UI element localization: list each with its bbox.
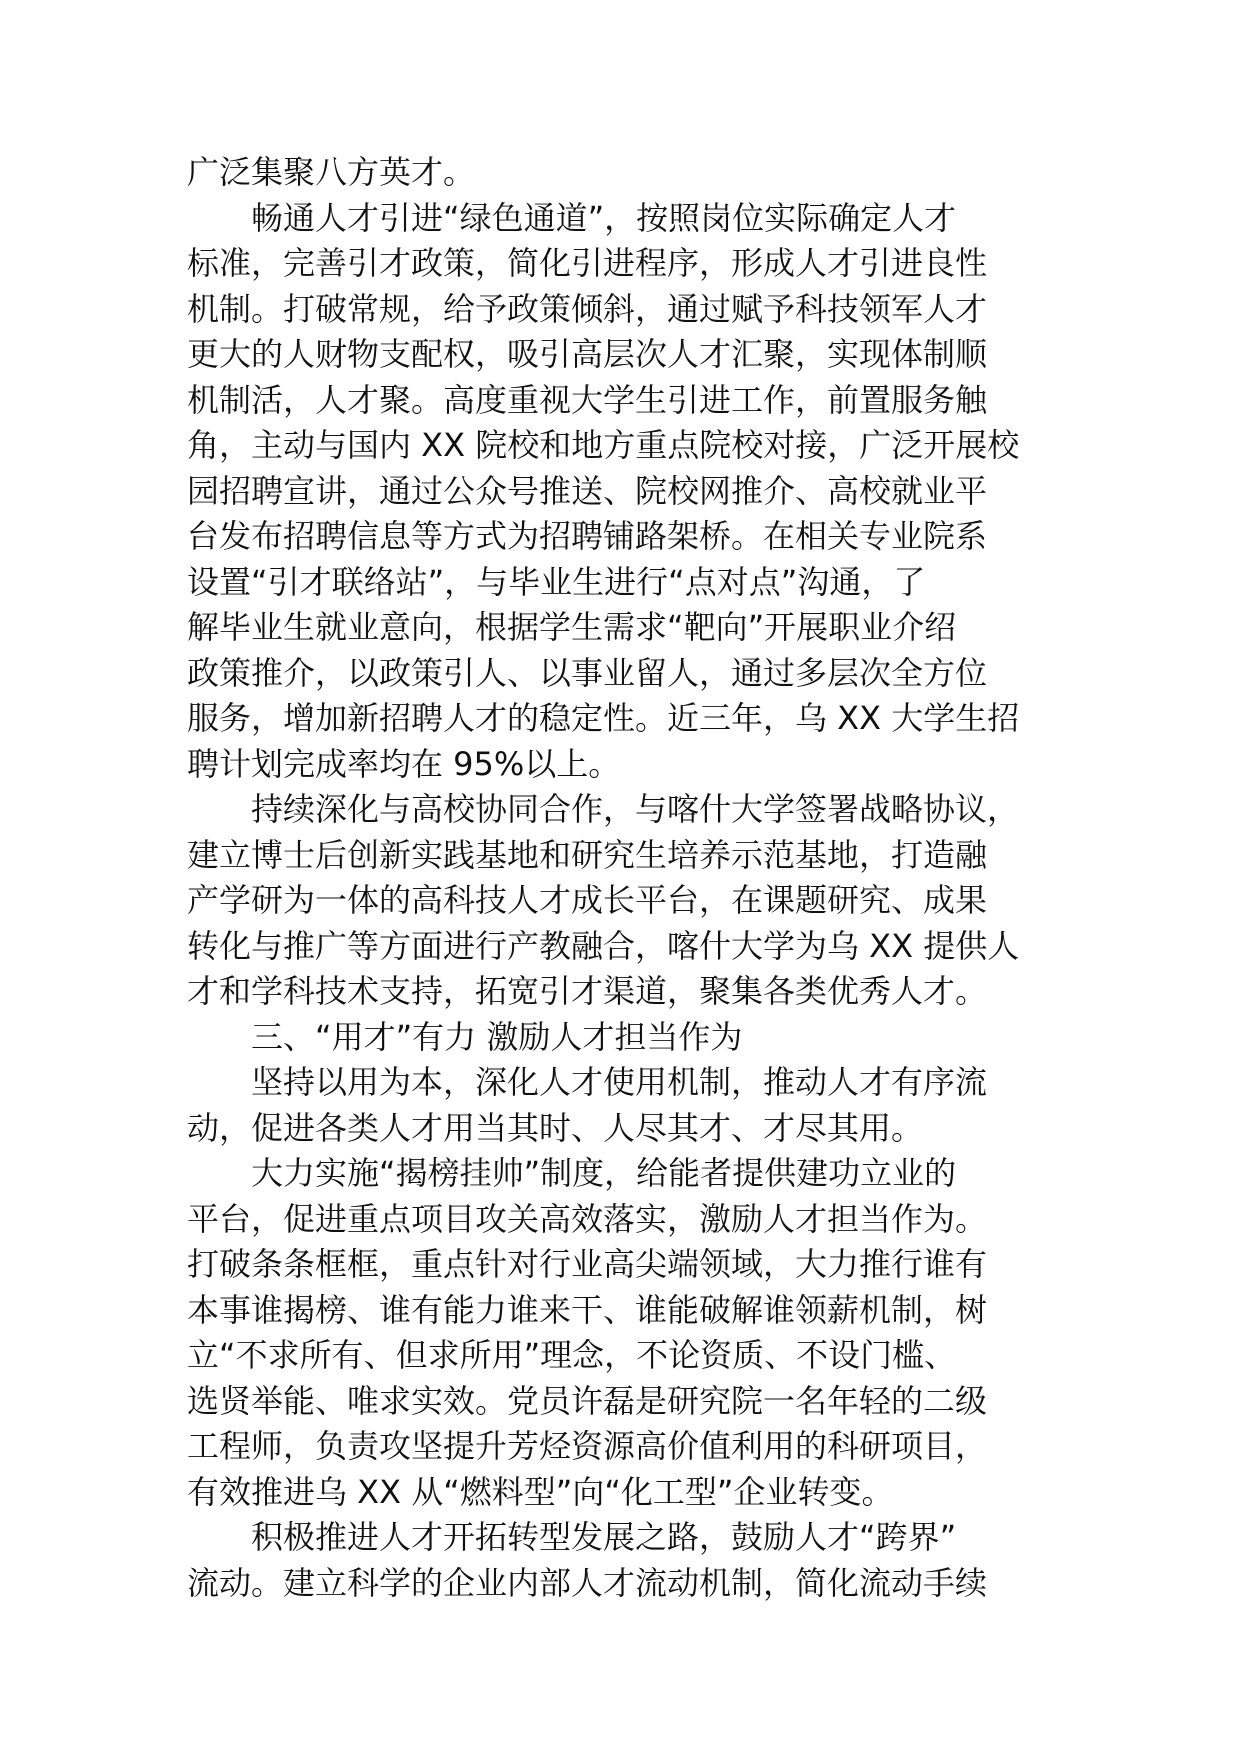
- text-line: 本事谁揭榜、谁有能力谁来干、谁能破解谁领薪机制，树: [187, 1290, 988, 1329]
- text-line: 坚持以用为本，深化人才使用机制，推动人才有序流: [251, 1063, 988, 1101]
- text-line: 标准，完善引才政策，简化引进程序，形成人才引进良性: [187, 244, 988, 282]
- text-line: 更大的人财物支配权，吸引高层次人才汇聚，实现体制顺: [187, 335, 988, 373]
- text-line: 平台，促进重点项目攻关高效落实，激励人才担当作为。: [187, 1199, 988, 1238]
- text-line: 流动。建立科学的企业内部人才流动机制，简化流动手续: [187, 1563, 988, 1602]
- text-line: 设置“引才联络站”，与毕业生进行“点对点”沟通，了: [187, 562, 926, 601]
- text-line: 台发布招聘信息等方式为招聘铺路架桥。在相关专业院系: [187, 517, 988, 555]
- text-line: 选贤举能、唯求实效。党员许磊是研究院一名年轻的二级: [187, 1381, 988, 1420]
- text-line: 三、“用才”有力 激励人才担当作为: [251, 1017, 743, 1056]
- text-line: 解毕业生就业意向，根据学生需求“靶向”开展职业介绍: [187, 608, 957, 646]
- text-line: 政策推介，以政策引人、以事业留人，通过多层次全方位: [187, 653, 988, 692]
- text-line: 角，主动与国内 XX 院校和地方重点院校对接，广泛开展校: [187, 426, 1020, 464]
- text-line: 建立博士后创新实践基地和研究生培养示范基地，打造融: [187, 835, 988, 874]
- text-line: 大力实施“揭榜挂帅”制度，给能者提供建功立业的: [251, 1154, 957, 1192]
- document-body: [187, 150, 1067, 1606]
- text-line: 立“不求所有、但求所用”理念，不论资质、不设门槛、: [187, 1336, 957, 1374]
- text-line: 服务，增加新招聘人才的稳定性。近三年，乌 XX 大学生招: [187, 699, 1020, 737]
- text-line: 持续深化与高校协同合作，与喀什大学签署战略协议，: [251, 790, 1020, 828]
- text-line: 机制。打破常规，给予政策倾斜，通过赋予科技领军人才: [187, 289, 988, 328]
- text-line: 广泛集聚八方英才。: [187, 153, 476, 191]
- text-line: 有效推进乌 XX 从“燃料型”向“化工型”企业转变。: [187, 1472, 894, 1511]
- text-line: 畅通人才引进“绿色通道”，按照岗位实际确定人才: [251, 198, 957, 237]
- text-line: 动，促进各类人才用当其时、人尽其才、才尽其用。: [187, 1108, 924, 1147]
- text-line: 聘计划完成率均在 95%以上。: [187, 744, 621, 783]
- text-line: 才和学科技术支持，拓宽引才渠道，聚集各类优秀人才。: [187, 972, 988, 1010]
- text-line: 积极推进人才开拓转型发展之路，鼓励人才“跨界”: [251, 1518, 957, 1556]
- text-line: 产学研为一体的高科技人才成长平台，在课题研究、成果: [187, 881, 988, 919]
- text-line: 打破条条框框，重点针对行业高尖端领域，大力推行谁有: [187, 1245, 988, 1283]
- text-line: 工程师，负责攻坚提升芳烃资源高价值利用的科研项目，: [187, 1427, 988, 1465]
- text-line: 转化与推广等方面进行产教融合，喀什大学为乌 XX 提供人: [187, 926, 1020, 965]
- text-line: 园招聘宣讲，通过公众号推送、院校网推介、高校就业平: [187, 471, 988, 510]
- text-line: 机制活，人才聚。高度重视大学生引进工作，前置服务触: [187, 380, 988, 419]
